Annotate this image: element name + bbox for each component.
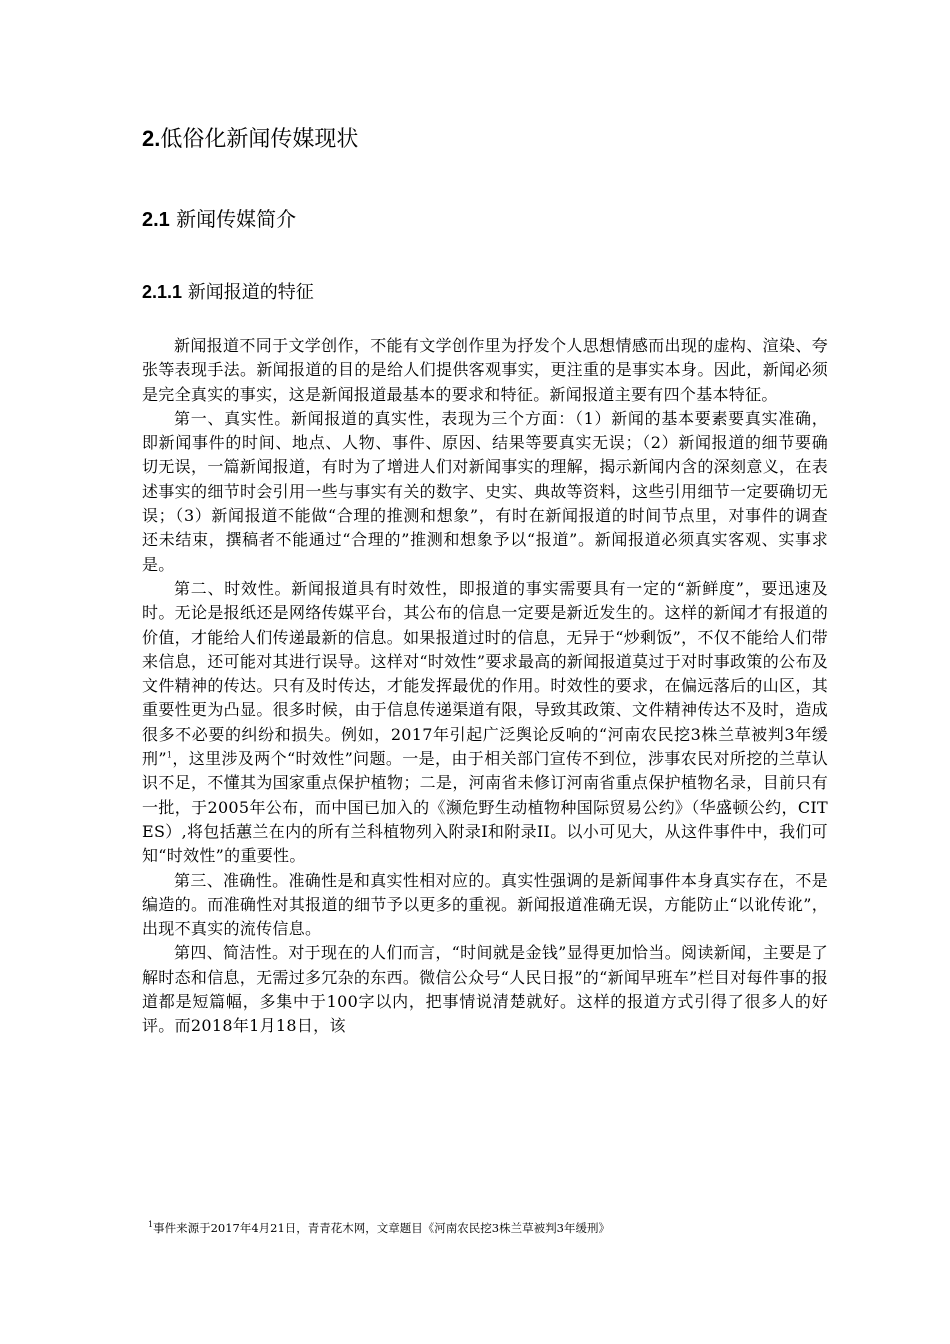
footnote: [148, 1220, 610, 1236]
paragraph-text: ，这里涉及两个“时效性”问题。一是，由于相关部门宣传不到位，涉事农民对所挖的兰草认识不足，不懂其为国家重点保护植物；二是，河南省未修订河南省重点保护植物名录，目前只有一批，于2005年公布，而中国已加入的《濒危野生动植物种国际贸易公约》（华盛顿公约，CITES）,将包括蕙兰在内的所有兰科植物列入附录I和附录II。以小可见大，从这件事件中，我们可知“时效性”的重要性。: [142, 749, 828, 866]
footnote-reference[interactable]: 1: [166, 750, 173, 760]
heading-title: 新闻传媒简介: [169, 207, 297, 231]
footnote-mark: 1: [148, 1220, 154, 1230]
paragraph-accuracy: 第三、准确性。准确性是和真实性相对应的。真实性强调的是新闻事件本身真实存在，不是编造的。而准确性对其报道的细节予以更多的重视。新闻报道准确无误，方能防止“以讹传讹”，出现不真实的流传信息。: [142, 870, 828, 939]
heading-level-1: [142, 122, 358, 153]
footnote-text: 事件来源于2017年4月21日，青青花木网，文章题目《河南农民挖3株兰草被判3年缓刑》: [153, 1221, 610, 1235]
body-text: [142, 334, 828, 1039]
heading-number: 2.: [142, 126, 161, 151]
heading-level-3: [142, 278, 314, 304]
heading-level-2: [142, 203, 296, 232]
paragraph-timeliness: [142, 577, 828, 869]
heading-number: 2.1: [142, 209, 170, 231]
heading-title: 低俗化新闻传媒现状: [160, 127, 359, 152]
paragraph-authenticity: 第一、真实性。新闻报道的真实性，表现为三个方面：（1）新闻的基本要素要真实准确，即新闻事件的时间、地点、人物、事件、原因、结果等要真实无误；（2）新闻报道的细节要确切无误，一篇新闻报道，有时为了增进人们对新闻事实的理解，揭示新闻内含的深刻意义，在表述事实的细节时会引用一些与事实有关的数字、史实、典故等资料，这些引用细节一定要确切无误；（3）新闻报道不能做“合理的推测和想象”，有时在新闻报道的时间节点里，对事件的调查还未结束，撰稿者不能通过“合理的”推测和想象予以“报道”。新闻报道必须真实客观、实事求是。: [142, 408, 828, 574]
heading-title: 新闻报道的特征: [182, 282, 314, 303]
paragraph-text: 第二、时效性。新闻报道具有时效性，即报道的事实需要具有一定的“新鲜度”，要迅速及时。无论是报纸还是网络传媒平台，其公布的信息一定要是新近发生的。这样的新闻才有报道的价值，才能给人们传递最新的信息。如果报道过时的信息，无异于“炒剩饭”，不仅不能给人们带来信息，还可能对其进行误导。这样对“时效性”要求最高的新闻报道莫过于对时事政策的公布及文件精神的传达。只有及时传达，才能发挥最优的作用。时效性的要求，在偏远落后的山区，其重要性更为凸显。很多时候，由于信息传递渠道有限，导致其政策、文件精神传达不及时，造成很多不必要的纠纷和损失。例如，2017年引起广泛舆论反响的“河南农民挖3株兰草被判3年缓刑”: [142, 578, 828, 769]
paragraph-intro: 新闻报道不同于文学创作，不能有文学创作里为抒发个人思想情感而出现的虚构、渲染、夸张等表现手法。新闻报道的目的是给人们提供客观事实，更注重的是事实本身。因此，新闻必须是完全真实的事实，这是新闻报道最基本的要求和特征。新闻报道主要有四个基本特征。: [142, 336, 828, 404]
paragraph-conciseness: 第四、简洁性。对于现在的人们而言，“时间就是金钱”显得更加恰当。阅读新闻，主要是了解时态和信息，无需过多冗杂的东西。微信公众号“人民日报”的“新闻早班车”栏目对每件事的报道都是短篇幅，多集中于100字以内，把事情说清楚就好。这样的报道方式引得了很多人的好评。而2018年1月18日，该: [142, 943, 828, 1036]
heading-number: 2.1.1: [142, 282, 183, 302]
